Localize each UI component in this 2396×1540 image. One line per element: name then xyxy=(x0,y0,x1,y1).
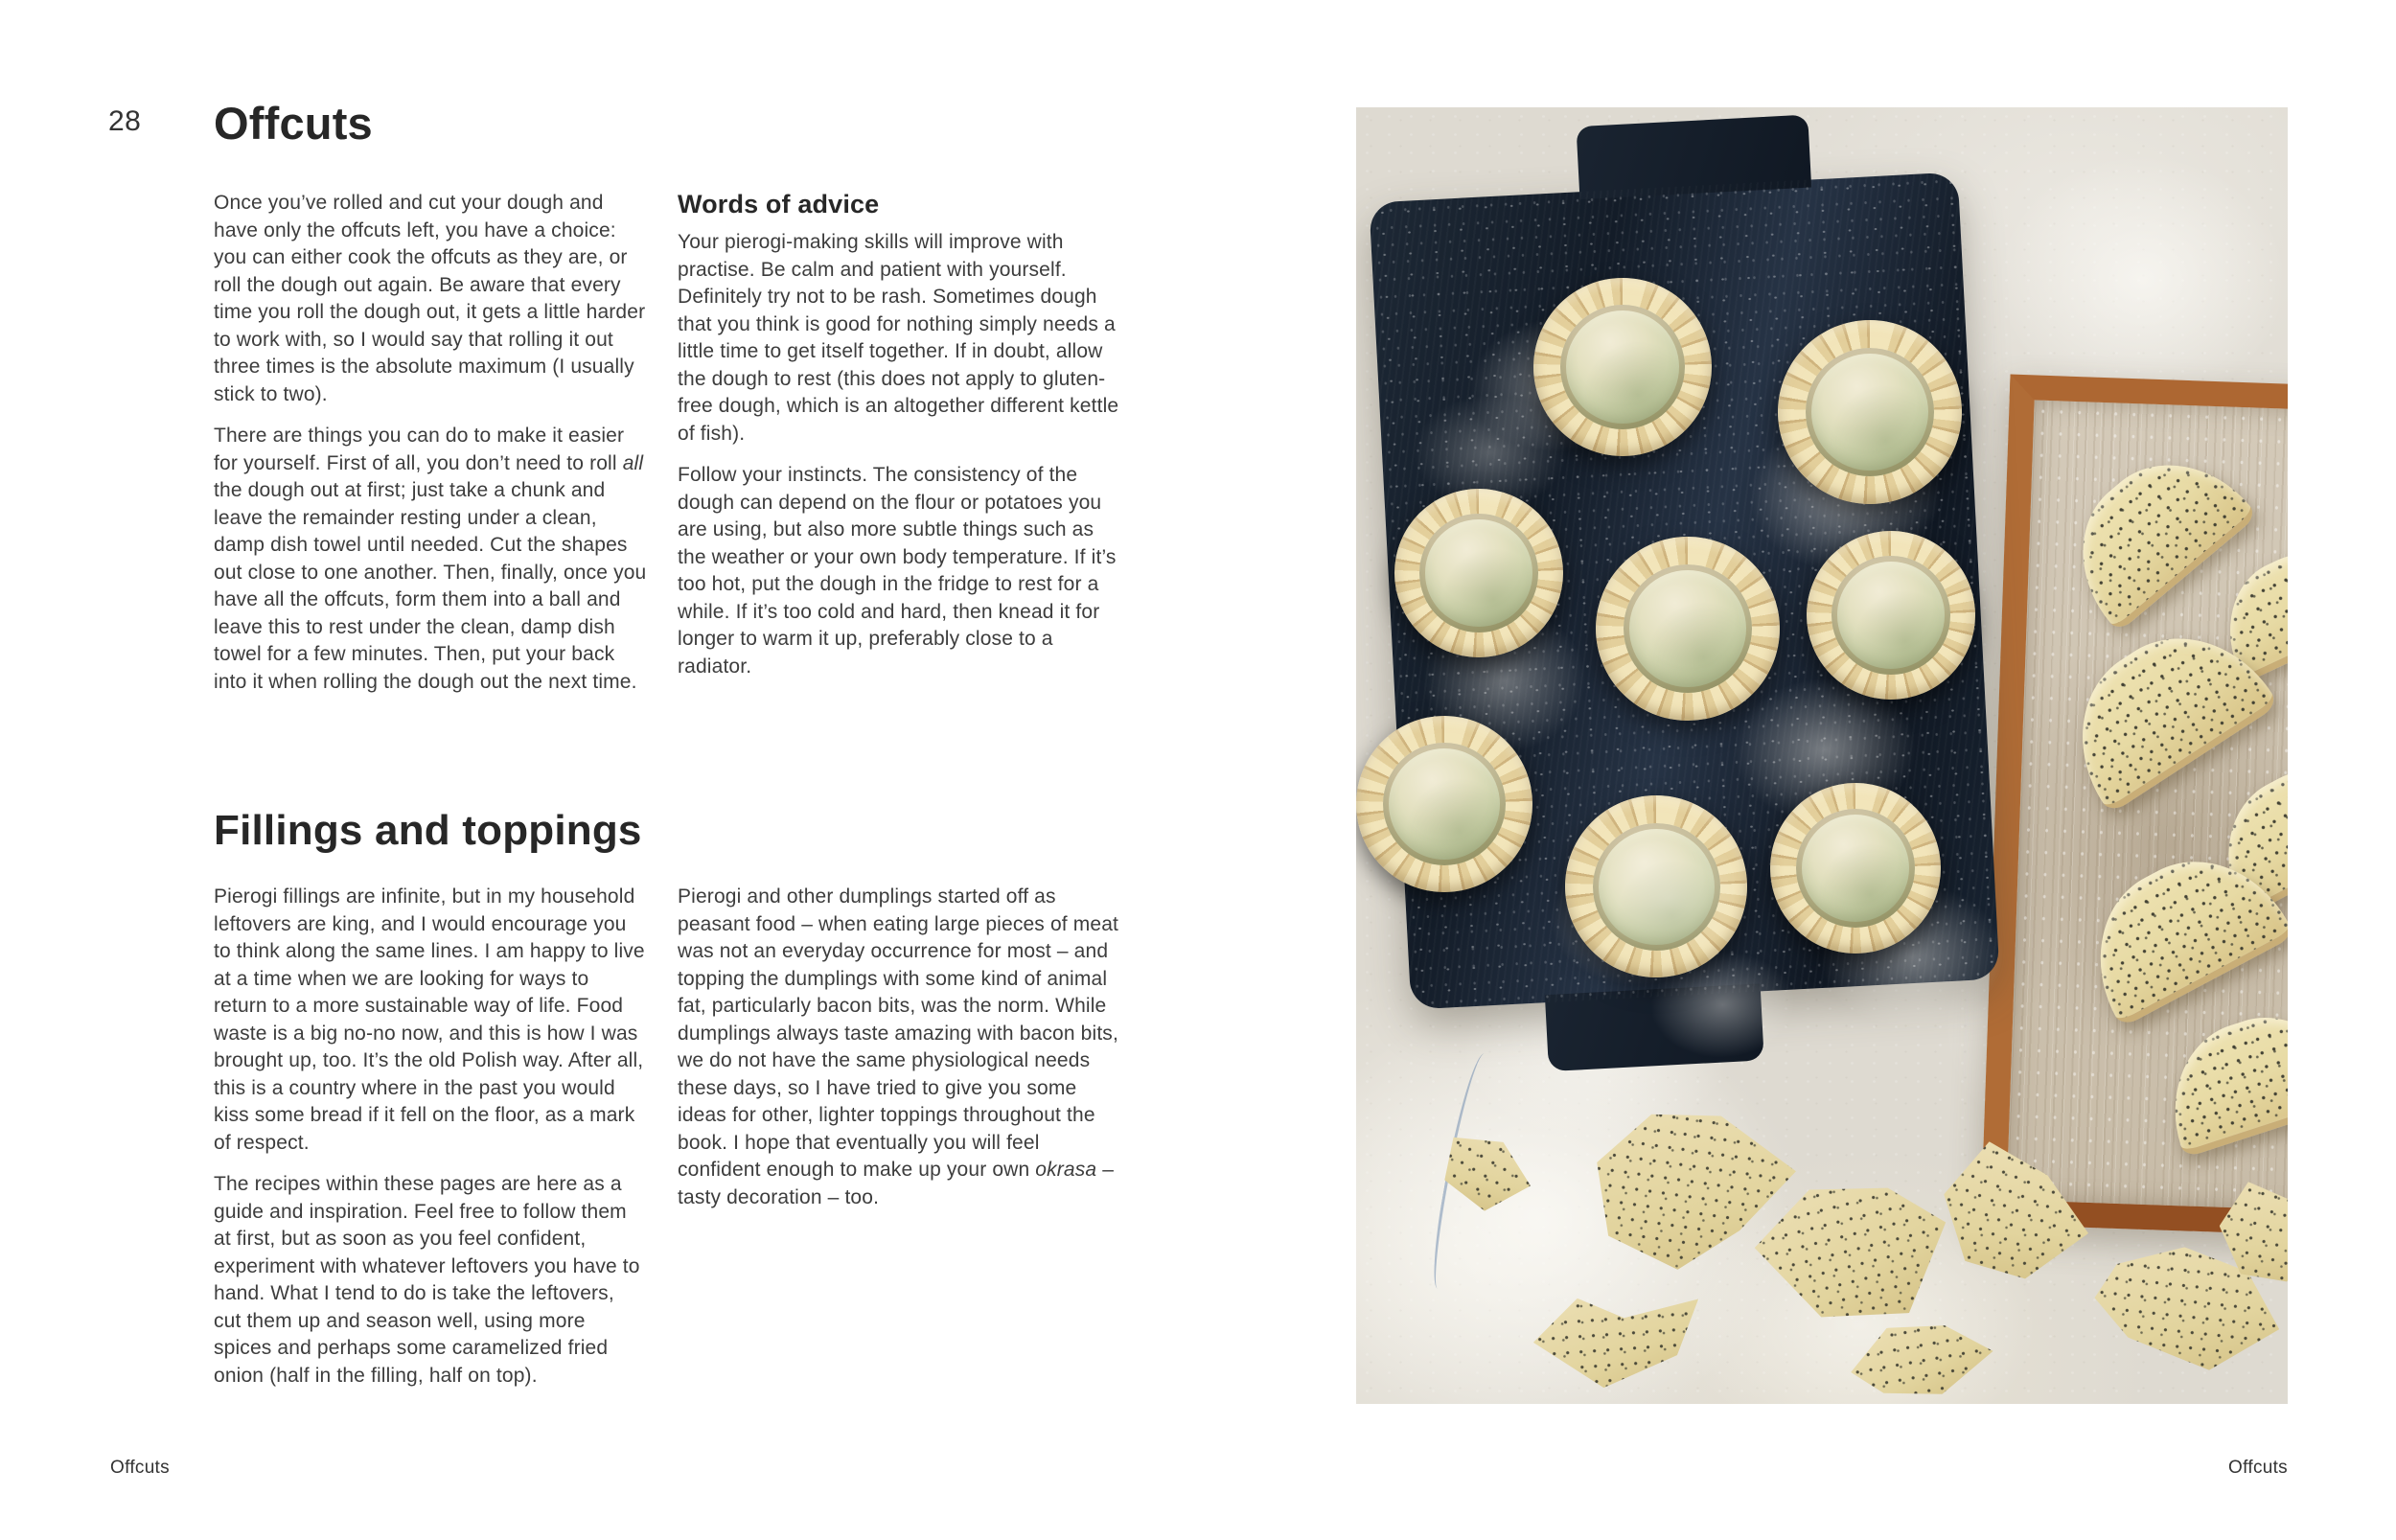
fillings-paragraph-3-pre: Pierogi and other dumplings started off as peasant food – when eating large pieces of meat was not an everyday occurrence for most – and topping the dumplings with some kind of animal fat, particularly bacon bits, was the norm. While dumplings always taste amazing with bacon bits, we do not have the same physiological needs these days, so I have tried to give you some ideas for other, lighter toppings throughout the book. I hope that eventually you will feel confident enough to make up your own xyxy=(678,885,1119,1181)
intro-paragraph-2-pre: There are things you can do to make it easier for yourself. First of all, you don’t need to roll xyxy=(214,425,625,474)
fillings-paragraph-2: The recipes within these pages are here as a guide and inspiration. Feel free to follow them at first, but as soon as you feel confident, experiment with whatever leftovers you have to hand. What I tend to do is take the leftovers, cut them up and season well, using more spices and perhaps some caramelized fried onion (half in the filling, half on top). xyxy=(214,1173,640,1387)
fillings-paragraph-3-post: – tasty decoration – too. xyxy=(678,1159,1115,1208)
pierogi-round xyxy=(1356,716,1532,892)
running-footer-left: Offcuts xyxy=(110,1458,170,1478)
intro-paragraph-2 xyxy=(214,423,647,696)
pierogi-round xyxy=(1778,320,1962,504)
fillings-column-right xyxy=(678,884,1120,1226)
intro-paragraph-1: Once you’ve rolled and cut your dough and have only the offcuts left, you have a choice: you can either cook the offcuts as they are, or roll the dough out again. Be aware that every time you roll the dough out, it gets a little harder to work with, so I would say that rolling it out three times is the absolute maximum (I usually stick to two). xyxy=(214,192,646,405)
fillings-paragraph-3-italic: okrasa xyxy=(1035,1159,1097,1181)
flour-dust xyxy=(1414,395,1567,510)
advice-paragraph-1: Your pierogi-making skills will improve with practise. Be calm and patient with yourself. Definitely try not to be rash. Sometimes dough that you think is good for nothing simply needs a little time to get itself together. If in doubt, allow the dough to rest (this does not apply to gluten-free dough, which is an altogether different kettle of fish). xyxy=(678,231,1119,445)
pierogi-photo xyxy=(1356,107,2288,1404)
flour-dust xyxy=(1586,836,1749,960)
page-number: 28 xyxy=(108,105,142,137)
advice-paragraph-2: Follow your instincts. The consistency of the dough can depend on the flour or potatoes you are using, but also more subtle things such as the weather or your own body temperature. If it’s too hot, put the dough in the fridge to rest for a while. If it’s too cold and hard, then knead it for longer to warm it up, preferably close to a radiator. xyxy=(678,464,1117,678)
intro-paragraph-2-italic: all xyxy=(622,451,644,474)
pierogi-round xyxy=(1394,489,1563,657)
fillings-paragraph-1: Pierogi fillings are infinite, but in my household leftovers are king, and I would encourage you to think along the same lines. I am happy to live at a time when we are looking for ways to return to a more sustainable way of life. Food waste is a big no-no now, and this is how I was brought up, too. It’s the old Polish way. After all, this is a country where in the past you would kiss some bread if it fell on the floor, as a mark of respect. xyxy=(214,885,645,1154)
page-title: Offcuts xyxy=(214,98,373,149)
fillings-heading: Fillings and toppings xyxy=(214,807,642,854)
intro-paragraph-2-post: the dough out at first; just take a chunk and leave the remainder resting under a clean, damp dish towel until needed. Cut the shapes out close to one another. Then, finally, once you have all the offcuts, form them into a ball and leave this to rest under the clean, damp dish towel for a few minutes. Then, put your back into it when rolling the dough out the next time. xyxy=(214,479,647,693)
fillings-paragraph-3 xyxy=(678,884,1120,1211)
intro-column-left xyxy=(214,190,647,710)
flour-dust xyxy=(1998,155,2286,404)
pierogi-round xyxy=(1596,537,1780,721)
running-footer-right: Offcuts xyxy=(2228,1458,2288,1478)
pierogi-round xyxy=(1807,531,1975,700)
advice-column xyxy=(678,190,1120,695)
advice-heading: Words of advice xyxy=(678,190,880,218)
pierogi-round xyxy=(1770,783,1941,954)
fillings-column-left xyxy=(214,884,647,1404)
